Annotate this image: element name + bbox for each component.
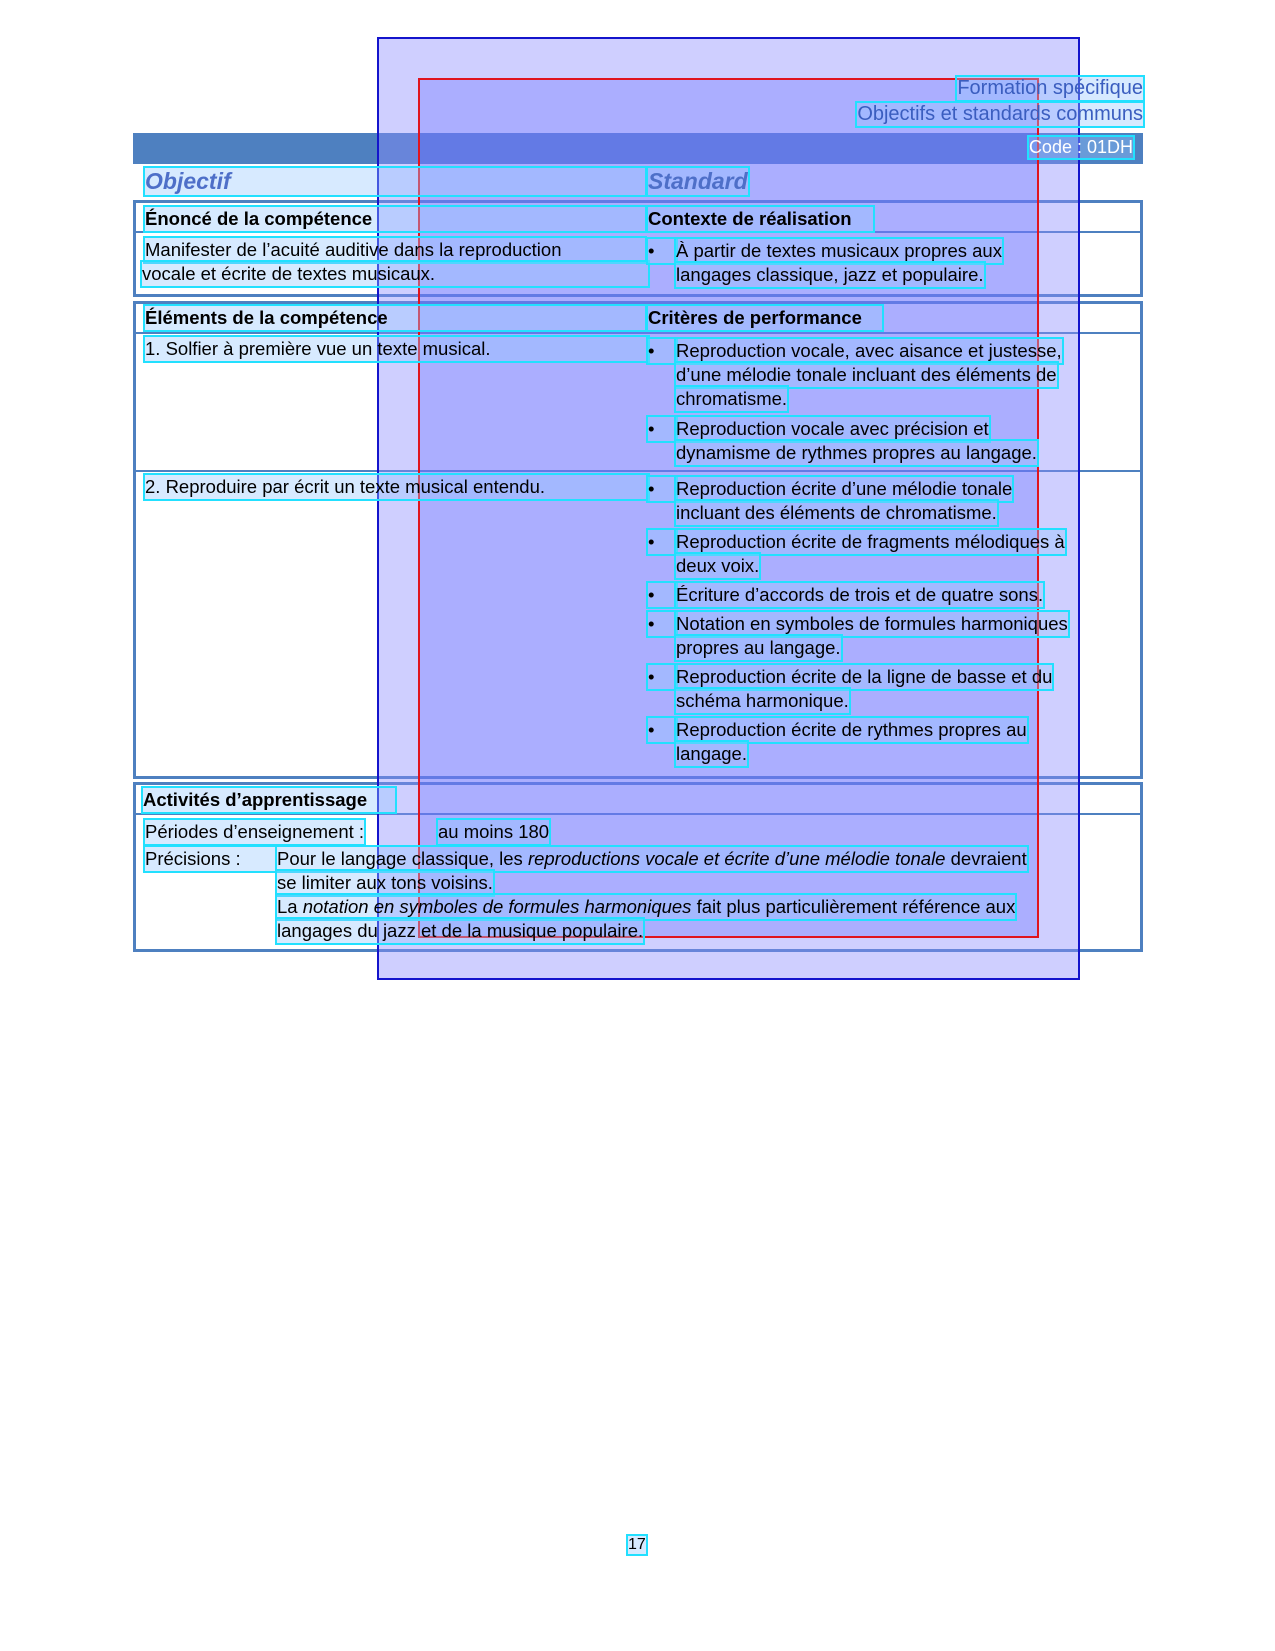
standard-column-title: Standard [648, 168, 748, 194]
bullet-glyph: • [648, 417, 676, 441]
teaching-periods-value: au moins 180 [438, 821, 550, 842]
competency-statement-line: vocale et écrite de textes musicaux. [142, 262, 648, 286]
precision-note-line: se limiter aux tons voisins. [277, 872, 493, 893]
criteria-heading: Critères de performance [648, 306, 882, 330]
page-number: 17 [628, 1536, 646, 1553]
bullet-line: d’une mélodie tonale incluant des éléments de [676, 364, 1057, 385]
elements-heading: Éléments de la compétence [145, 306, 645, 330]
bullet-line: chromatisme. [676, 388, 788, 409]
bullet-line: Reproduction écrite de fragments mélodiques à [676, 531, 1065, 552]
precision-note: La notation en symboles de formules harmoniques fait plus particulièrement référence aux [277, 896, 1016, 917]
element-item: 2. Reproduire par écrit un texte musical entendu. [145, 475, 648, 499]
header-program-type: Formation spécifique [957, 77, 1143, 99]
context-heading: Contexte de réalisation [648, 207, 873, 231]
precisions-label: Précisions : [145, 847, 275, 871]
teaching-periods-label: Périodes d’enseignement : [145, 821, 365, 842]
bullet-line: langages classique, jazz et populaire. [676, 264, 984, 285]
bullet-line: Écriture d’accords de trois et de quatre sons. [676, 584, 1044, 605]
bullet-line: propres au langage. [676, 637, 841, 658]
bullet-line: Reproduction écrite de la ligne de basse et du [676, 666, 1053, 687]
bullet-line: À partir de textes musicaux propres aux [676, 240, 1002, 261]
bullet-line: Reproduction vocale avec précision et [676, 418, 989, 439]
objective-column-title: Objectif [145, 168, 645, 195]
bullet-glyph: • [648, 665, 676, 689]
bullet-glyph: • [648, 583, 676, 607]
bullet-glyph: • [648, 239, 676, 263]
bullet-line: incluant des éléments de chromatisme. [676, 502, 997, 523]
bullet-line: deux voix. [676, 555, 760, 576]
bullet-glyph: • [648, 339, 676, 363]
bullet-glyph: • [648, 530, 676, 554]
bullet-line: Reproduction écrite de rythmes propres au [676, 719, 1027, 740]
bullet-line: Reproduction écrite d’une mélodie tonale [676, 478, 1013, 499]
header-title: Objectifs et standards communs [857, 103, 1143, 125]
competency-statement-line: Manifester de l’acuité auditive dans la reproduction [145, 238, 645, 262]
learning-activities-heading: Activités d’apprentissage [143, 788, 395, 812]
bullet-line: schéma harmonique. [676, 690, 849, 711]
precision-note-line: langages du jazz et de la musique populaire. [277, 920, 644, 941]
competency-code: Code : 01DH [1028, 137, 1133, 157]
bullet-line: langage. [676, 743, 747, 764]
competency-statement-heading: Énoncé de la compétence [145, 207, 645, 231]
bullet-glyph: • [648, 612, 676, 636]
bullet-line: Notation en symboles de formules harmoniques [676, 613, 1068, 634]
bullet-line: dynamisme de rythmes propres au langage. [676, 442, 1037, 463]
bullet-glyph: • [648, 477, 676, 501]
bullet-glyph: • [648, 718, 676, 742]
bullet-line: Reproduction vocale, avec aisance et justesse, [676, 340, 1062, 361]
precision-note: Pour le langage classique, les reproductions vocale et écrite d’une mélodie tonale devraient [277, 848, 1027, 869]
element-item: 1. Solfier à première vue un texte musical. [145, 337, 648, 361]
